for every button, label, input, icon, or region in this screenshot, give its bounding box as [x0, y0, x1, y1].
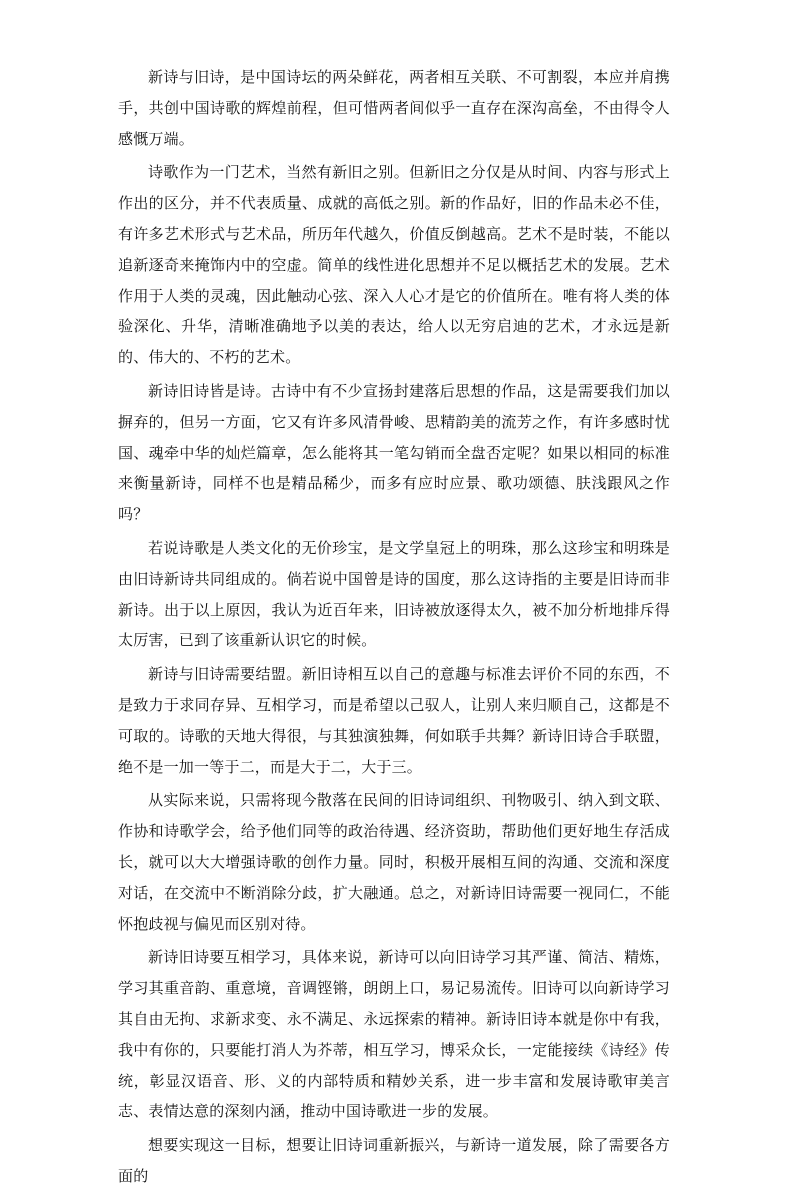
paragraph-8: 想要实现这一目标，想要让旧诗词重新振兴，与新诗一道发展，除了需要各方面的 [118, 1136, 670, 1185]
paragraph-1: 新诗与旧诗，是中国诗坛的两朵鲜花，两者相互关联、不可割裂，本应并肩携手，共创中国诗歌的辉煌前程，但可惜两者间似乎一直存在深沟高垒，不由得令人感慨万端。 [118, 68, 670, 148]
paragraph-6: 从实际来说，只需将现今散落在民间的旧诗词组织、刊物吸引、纳入到文联、作协和诗歌学会，给予他们同等的政治待遇、经济资助，帮助他们更好地生存活成长，就可以大大增强诗歌的创作力量。同时，积极开展相互间的沟通、交流和深度对话，在交流中不断消除分歧，扩大融通。总之，对新诗旧诗需要一视同仁，不能怀抱歧视与偏见而区别对待。 [118, 791, 670, 933]
paragraph-3: 新诗旧诗皆是诗。古诗中有不少宣扬封建落后思想的作品，这是需要我们加以摒弃的，但另一方面，它又有许多风清骨峻、思精韵美的流芳之作，有许多感时忧国、魂牵中华的灿烂篇章，怎么能将其一笔勾销而全盘否定呢？如果以相同的标准来衡量新诗，同样不也是精品稀少，而多有应时应景、歌功颂德、肤浅跟风之作吗？ [118, 381, 670, 524]
paragraph-7: 新诗旧诗要互相学习，具体来说，新诗可以向旧诗学习其严谨、简洁、精炼，学习其重音韵、重意境，音调铿锵，朗朗上口，易记易流传。旧诗可以向新诗学习其自由无拘、求新求变、永不满足、永远探索的精神。新诗旧诗本就是你中有我，我中有你的，只要能打消人为芥蒂，相互学习，博采众长，一定能接续《诗经》传统，彰显汉语音、形、义的内部特质和精妙关系，进一步丰富和发展诗歌审美言志、表情达意的深刻内涵，推动中国诗歌进一步的发展。 [118, 948, 670, 1121]
paragraph-5: 新诗与旧诗需要结盟。新旧诗相互以自己的意趣与标准去评价不同的东西，不是致力于求同存异、互相学习，而是希望以己驭人，让别人来归顺自己，这都是不可取的。诗歌的天地大得很，与其独演独舞，何如联手共舞？新诗旧诗合手联盟，绝不是一加一等于二，而是大于二，大于三。 [118, 665, 670, 776]
paragraph-2: 诗歌作为一门艺术，当然有新旧之别。但新旧之分仅是从时间、内容与形式上作出的区分，并不代表质量、成就的高低之别。新的作品好，旧的作品未必不佳，有许多艺术形式与艺术品，所历年代越久，价值反倒越高。艺术不是时装，不能以追新逐奇来掩饰内中的空虚。简单的线性进化思想并不足以概括艺术的发展。艺术作用于人类的灵魂，因此触动心弦、深入人心才是它的价值所在。唯有将人类的体验深化、升华，清晰准确地予以美的表达，给人以无穷启迪的艺术，才永远是新的、伟大的、不朽的艺术。 [118, 163, 670, 367]
article-body [118, 62, 670, 1195]
paragraph-4: 若说诗歌是人类文化的无价珍宝，是文学皇冠上的明珠，那么这珍宝和明珠是由旧诗新诗共同组成的。倘若说中国曾是诗的国度，那么这诗指的主要是旧诗而非新诗。出于以上原因，我认为近百年来，旧诗被放逐得太久，被不加分析地排斥得太厉害，已到了该重新认识它的时候。 [118, 538, 670, 650]
